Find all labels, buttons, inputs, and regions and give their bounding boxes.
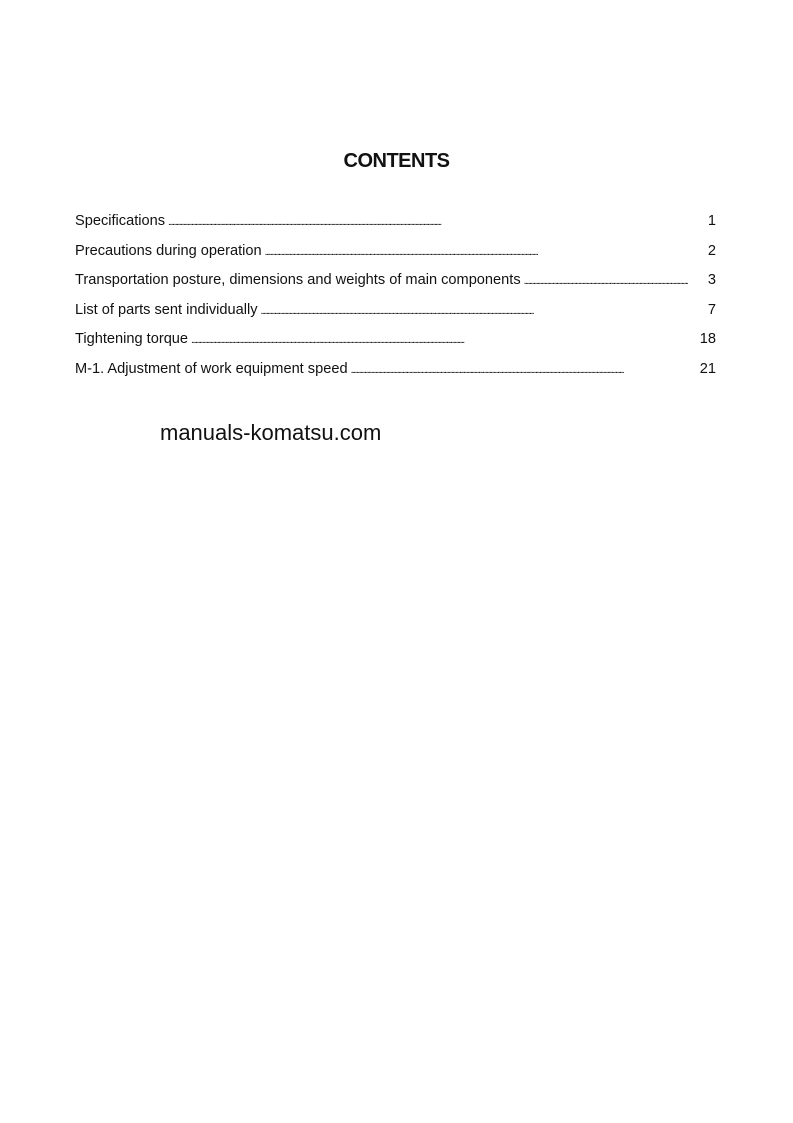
dot-leader <box>191 335 688 346</box>
dot-leader <box>351 365 688 376</box>
toc-entry[interactable] <box>75 302 716 332</box>
table-of-contents <box>75 213 716 391</box>
toc-entry[interactable] <box>75 361 716 391</box>
dot-leader <box>524 276 688 287</box>
dot-leader <box>265 247 688 258</box>
toc-entry-label: Transportation posture, dimensions and weights of main components <box>75 272 521 289</box>
page-title: CONTENTS <box>343 150 450 172</box>
toc-entry-label: M-1. Adjustment of work equipment speed <box>75 360 348 377</box>
toc-entry-label: List of parts sent individually <box>75 301 258 318</box>
toc-entry-page: 7 <box>707 301 716 318</box>
toc-entry-page: 18 <box>699 331 716 348</box>
toc-entry[interactable] <box>75 331 716 361</box>
toc-entry[interactable] <box>75 243 716 273</box>
toc-entry-page: 3 <box>707 272 716 289</box>
toc-entry[interactable] <box>75 213 716 243</box>
dot-leader <box>261 306 688 317</box>
toc-entry-label: Specifications <box>75 213 166 229</box>
watermark-text: manuals-komatsu.com <box>160 420 382 445</box>
toc-entry-page: 2 <box>707 242 716 259</box>
toc-entry-page: 21 <box>699 360 716 377</box>
dot-leader <box>168 217 688 228</box>
toc-entry-page: 1 <box>707 213 716 229</box>
toc-entry[interactable] <box>75 272 716 302</box>
toc-entry-label: Precautions during operation <box>75 242 262 259</box>
toc-entry-label: Tightening torque <box>75 331 189 348</box>
